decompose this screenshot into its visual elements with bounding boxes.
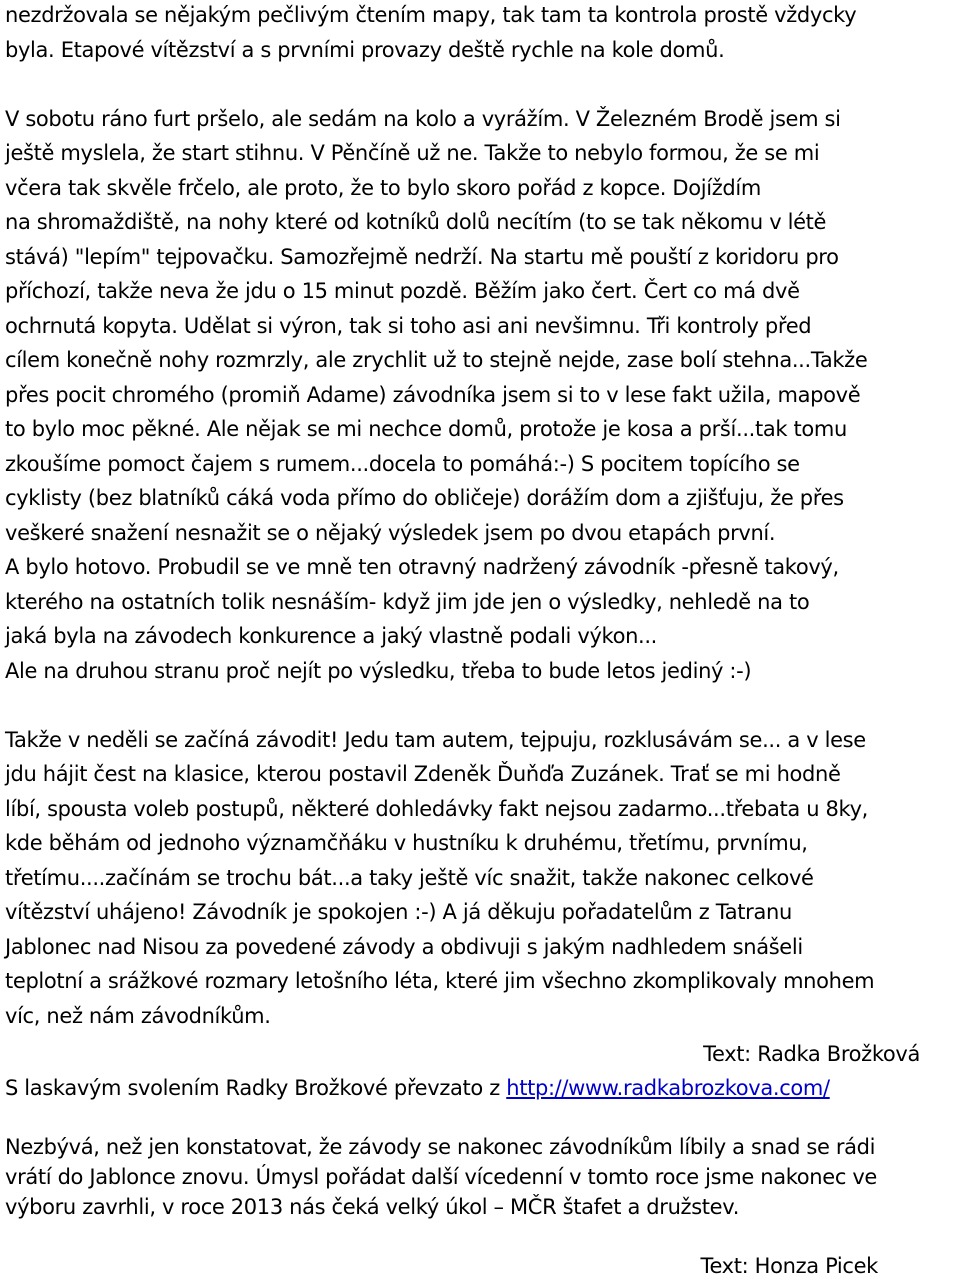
- text-line: příchozí, takže neva že jdu o 15 minut pozdě. Běžím jako čert. Čert co má dvě: [5, 279, 800, 303]
- text-line: cílem konečně nohy rozmrzly, ale zrychlit už to stejně nejde, zase bolí stehna...Takže: [5, 348, 868, 372]
- text-line: kterého na ostatních tolik nesnáším- když jim jde jen o výsledky, nehledě na to: [5, 589, 810, 614]
- text-line: víc, než nám závodníkům.: [5, 1003, 271, 1028]
- permission-line: [5, 1071, 958, 1105]
- text-line: Takže v neděli se začíná závodit! Jedu tam autem, tejpuju, rozklusávám se... a v lese: [5, 727, 866, 752]
- text-line: teplotní a srážkové rozmary letošního léta, které jim všechno zkomplikovaly mnohem: [5, 969, 875, 993]
- text-line: ochrnutá kopyta. Udělat si výron, tak si toho asi ani nevšimnu. Tři kontroly před: [5, 313, 812, 338]
- text-line: jdu hájit čest na klasice, kterou postavil Zdeněk Ďuňďa Zuzánek. Trať se mi hodně: [5, 762, 841, 786]
- text-line: ještě myslela, že start stihnu. V Pěnčíně už ne. Takže to nebylo formou, že se mi: [5, 141, 820, 165]
- text-line: přes pocit chromého (promiň Adame) závodníka jsem si to v lese fakt užila, mapově: [5, 382, 861, 407]
- text-line: líbí, spousta voleb postupů, některé dohledávky fakt nejsou zadarmo...třebata u 8ky,: [5, 796, 868, 821]
- final-credit: Text: Honza Picek: [700, 1254, 878, 1278]
- blank-line: [5, 688, 958, 722]
- text-line: zkoušíme pomoct čajem s rumem...docela to pomáhá:-) S pocitem topícího se: [5, 451, 800, 476]
- text-line: včera tak skvěle frčelo, ale proto, že to bylo skoro pořád z kopce. Dojíždím: [5, 175, 761, 200]
- author-credit: Text: Radka Brožková: [703, 1042, 920, 1066]
- text-line: nezdržovala se nějakým pečlivým čtením mapy, tak tam ta kontrola prostě vždycky: [5, 3, 857, 27]
- text-line: jaká byla na závodech konkurence a jaký vlastně podali výkon...: [5, 624, 658, 648]
- text-line: třetímu....začínám se trochu bát...a taky ještě víc snažit, takže nakonec celkové: [5, 865, 814, 890]
- closing-line: Nezbývá, než jen konstatovat, že závody se nakonec závodníkům líbily a snad se rádi: [5, 1135, 876, 1159]
- source-link[interactable]: http://www.radkabrozkova.com/: [506, 1076, 830, 1100]
- text-line: veškeré snažení nesnažit se o nějaký výsledek jsem po dvou etapách první.: [5, 520, 776, 545]
- closing-line: vrátí do Jablonce znovu. Úmysl pořádat další vícedenní v tomto roce jsme nakonec ve: [5, 1165, 877, 1189]
- text-line: byla. Etapové vítězství a s prvními provazy deště rychle na kole domů.: [5, 37, 725, 62]
- text-line: kde běhám od jednoho významčňáku v hustníku k druhému, třetímu, prvnímu,: [5, 831, 808, 855]
- text-line: Jablonec nad Nisou za povedené závody a obdivuji s jakým nadhledem snášeli: [5, 934, 803, 959]
- text-line: vítězství uhájeno! Závodník je spokojen :-) A já děkuju pořadatelům z Tatranu: [5, 900, 792, 924]
- blank-line: [5, 67, 958, 101]
- text-line: to bylo moc pěkné. Ale nějak se mi nechce domů, protože je kosa a prší...tak tomu: [5, 417, 847, 441]
- permission-text: S laskavým svolením Radky Brožkové převzato z: [5, 1076, 507, 1100]
- text-line: Ale na druhou stranu proč nejít po výsledku, třeba to bude letos jediný :-): [5, 658, 752, 683]
- text-line: na shromaždiště, na nohy které od kotníků dolů necítím (to se tak někomu v létě: [5, 210, 827, 234]
- text-line: V sobotu ráno furt pršelo, ale sedám na kolo a vyrážím. V Železném Brodě jsem si: [5, 106, 841, 131]
- text-line: stává) "lepím" tejpovačku. Samozřejmě nedrží. Na startu mě pouští z koridoru pro: [5, 244, 839, 269]
- closing-line: výboru zavrhli, v roce 2013 nás čeká velký úkol – MČR štafet a družstev.: [5, 1195, 740, 1219]
- text-line: cyklisty (bez blatníků cáká voda přímo do obličeje) dorážím dom a zjišťuju, že přes: [5, 486, 844, 510]
- text-line: A bylo hotovo. Probudil se ve mně ten otravný nadržený závodník -přesně takový,: [5, 555, 839, 579]
